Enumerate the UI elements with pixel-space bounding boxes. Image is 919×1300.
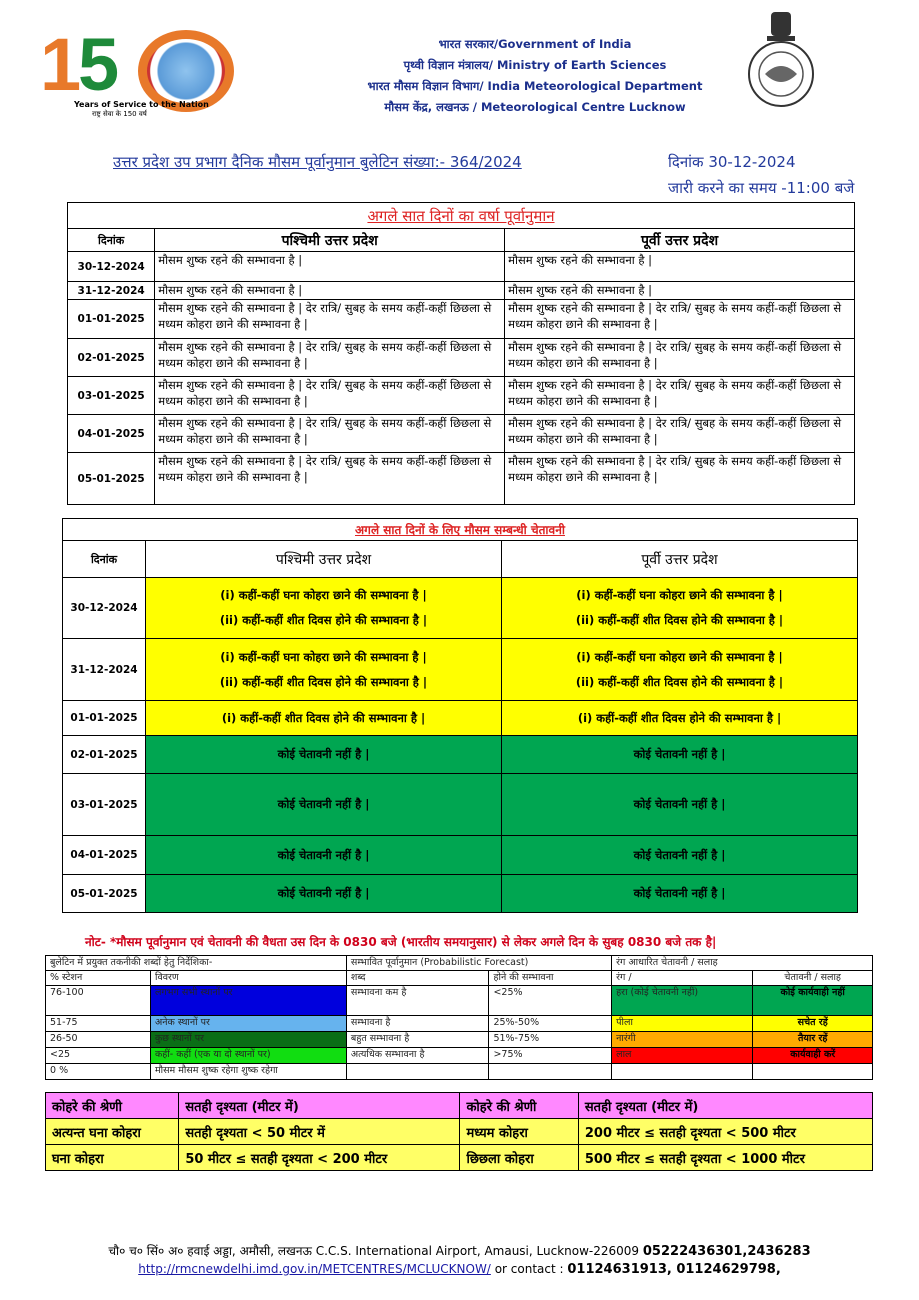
east-up-forecast: मौसम शुष्क रहने की सम्भावना है | देर रात्रि/ सुबह के समय कहीं-कहीं छिछला से मध्यम कोहरा छाने की सम्भावना है |	[505, 453, 855, 505]
row-date: 03-01-2025	[68, 377, 155, 415]
warning-color-name: हरा (कोई चेतावनी नहीं)	[612, 986, 753, 1016]
table-row	[63, 639, 858, 701]
probability-word: बहुत सम्भावना है	[346, 1032, 489, 1048]
warning-text: कोई चेतावनी नहीं है |	[277, 797, 370, 811]
row-date: 04-01-2025	[63, 836, 146, 875]
warning-text: (ii) कहीं-कहीं शीत दिवस होने की सम्भावना है |	[575, 674, 784, 689]
glossary-col-header: रंग /	[612, 971, 753, 986]
probability-range: <25%	[489, 986, 612, 1016]
header-ministry: पृथ्वी विज्ञान मंत्रालय/ Ministry of Earth Sciences	[403, 58, 667, 72]
warning-west-up	[146, 578, 502, 639]
validity-note: नोट- *मौसम पूर्वानुमान एवं चेतावनी की वैधता उस दिन के 0830 बजे (भारतीय समयानुसार) से लेकर अगले दिन के सुबह 0830 बजे तक है|	[85, 935, 717, 949]
fog-category-table	[45, 1092, 873, 1171]
warning-west-up	[146, 836, 502, 875]
col-header-west-up: पश्चिमी उत्तर प्रदेश	[146, 541, 502, 578]
fog-category: मध्यम कोहरा	[460, 1119, 578, 1145]
station-percent: 26-50	[46, 1032, 151, 1048]
warning-color-name: पीला	[612, 1016, 753, 1032]
spatial-description: मौसम मौसम शुष्क रहेगा शुष्क रहेगा	[150, 1064, 346, 1080]
glossary-row	[46, 1016, 873, 1032]
bulletin-title: उत्तर प्रदेश उप प्रभाग दैनिक मौसम पूर्वानुमान बुलेटिन संख्या:- 364/2024	[113, 153, 522, 171]
spatial-description: कुछ स्थानों पर	[150, 1032, 346, 1048]
glossary-row	[46, 1048, 873, 1064]
warning-west-up	[146, 701, 502, 736]
col-header-date: दिनांक	[68, 229, 155, 252]
header-centre: मौसम केंद्र, लखनऊ / Meteorological Centre Lucknow	[384, 100, 686, 114]
row-date: 31-12-2024	[63, 639, 146, 701]
row-date: 01-01-2025	[63, 701, 146, 736]
row-date: 05-01-2025	[68, 453, 155, 505]
spatial-description: कहीं- कहीं (एक या दो स्थानों पर)	[150, 1048, 346, 1064]
row-date: 04-01-2025	[68, 415, 155, 453]
table-row	[63, 701, 858, 736]
table-row	[68, 300, 855, 339]
table-row	[68, 282, 855, 300]
warning-text: कोई चेतावनी नहीं है |	[277, 847, 370, 862]
table-row	[68, 339, 855, 377]
fog-category: घना कोहरा	[46, 1145, 179, 1171]
rain-forecast-caption: अगले सात दिनों का वर्षा पूर्वानुमान	[68, 203, 855, 229]
col-header-east-up: पूर्वी उत्तर प्रदेश	[502, 541, 858, 578]
table-row	[63, 875, 858, 913]
warning-text: (ii) कहीं-कहीं शीत दिवस होने की सम्भावना है |	[219, 613, 428, 627]
glossary-col-header: % स्टेशन	[46, 971, 151, 986]
col-header-date: दिनांक	[63, 541, 146, 578]
warning-east-up	[502, 736, 858, 774]
weather-warning-table	[62, 518, 858, 913]
warning-east-up	[502, 875, 858, 913]
east-up-forecast: मौसम शुष्क रहने की सम्भावना है |	[505, 282, 855, 300]
row-date: 30-12-2024	[68, 252, 155, 282]
fog-col-header: कोहरे की श्रेणी	[460, 1093, 578, 1119]
warning-text: कोई चेतावनी नहीं है |	[277, 747, 370, 761]
fog-row	[46, 1145, 873, 1171]
col-header-west-up: पश्चिमी उत्तर प्रदेश	[155, 229, 505, 252]
warning-text: (ii) कहीं-कहीं शीत दिवस होने की सम्भावना है |	[575, 613, 784, 627]
warning-text: (i) कहीं-कहीं घना कोहरा छाने की सम्भावना है |	[576, 588, 783, 602]
station-percent: 51-75	[46, 1016, 151, 1032]
station-percent: 76-100	[46, 986, 151, 1016]
probability-word	[346, 1064, 489, 1080]
glossary-col-header: चेतावनी / सलाह	[753, 971, 873, 986]
fog-header-row	[46, 1093, 873, 1119]
rain-forecast-table	[67, 202, 855, 505]
footer-contact-phones: 01124631913, 01124629798,	[567, 1262, 781, 1277]
glossary-row	[46, 986, 873, 1016]
glossary-row	[46, 1064, 873, 1080]
warning-color-name: नारंगी	[612, 1032, 753, 1048]
glossary-col-header: विवरण	[150, 971, 346, 986]
footer-phones: 05222436301,2436283	[642, 1244, 811, 1259]
warning-text: कोई चेतावनी नहीं है |	[633, 797, 726, 811]
fog-category: अत्यन्त घना कोहरा	[46, 1119, 179, 1145]
fog-visibility: 500 मीटर ≤ सतही दृश्यता < 1000 मीटर	[578, 1145, 872, 1171]
warning-color-name	[612, 1064, 753, 1080]
warning-text: (i) कहीं-कहीं घना कोहरा छाने की सम्भावना है |	[220, 649, 427, 664]
warning-west-up	[146, 736, 502, 774]
glossary-row	[46, 1032, 873, 1048]
imd-150-years-logo: 1 5 Years of Service to the Nation राष्ट्र सेवा के 150 वर्ष	[40, 28, 230, 118]
table-row	[63, 578, 858, 639]
warning-east-up	[502, 701, 858, 736]
probability-range: 51%-75%	[489, 1032, 612, 1048]
row-date: 02-01-2025	[68, 339, 155, 377]
row-date: 05-01-2025	[63, 875, 146, 913]
footer-website-link[interactable]: http://rmcnewdelhi.imd.gov.in/METCENTRES/MCLUCKNOW/	[138, 1262, 491, 1276]
warning-text: (i) कहीं-कहीं शीत दिवस होने की सम्भावना है |	[221, 710, 426, 725]
footer-address: चौ० च० सिं० अ० हवाई अड्डा, अमौसी, लखनऊ C.C.S. International Airport, Amausi, Lucknow-226009	[108, 1244, 640, 1258]
warning-color-name: लाल	[612, 1048, 753, 1064]
logo-tagline: Years of Service to the Nation	[74, 100, 209, 109]
west-up-forecast: मौसम शुष्क रहने की सम्भावना है | देर रात्रि/ सुबह के समय कहीं-कहीं छिछला से मध्यम कोहरा छाने की सम्भावना है |	[155, 453, 505, 505]
imd-emblem-icon	[745, 10, 817, 110]
probability-word: सम्भावना है	[346, 1016, 489, 1032]
west-up-forecast: मौसम शुष्क रहने की सम्भावना है | देर रात्रि/ सुबह के समय कहीं-कहीं छिछला से मध्यम कोहरा छाने की सम्भावना है |	[155, 300, 505, 339]
warning-text: कोई चेतावनी नहीं है |	[633, 747, 726, 761]
east-up-forecast: मौसम शुष्क रहने की सम्भावना है | देर रात्रि/ सुबह के समय कहीं-कहीं छिछला से मध्यम कोहरा छाने की सम्भावना है |	[505, 415, 855, 453]
glossary-col-header: होने की सम्भावना	[489, 971, 612, 986]
row-date: 30-12-2024	[63, 578, 146, 639]
fog-col-header: कोहरे की श्रेणी	[46, 1093, 179, 1119]
warning-text: (i) कहीं-कहीं घना कोहरा छाने की सम्भावना है |	[220, 588, 427, 602]
footer-contact-line	[0, 1262, 919, 1277]
fog-col-header: सतही दृश्यता (मीटर में)	[578, 1093, 872, 1119]
table-row	[63, 774, 858, 836]
west-up-forecast: मौसम शुष्क रहने की सम्भावना है | देर रात्रि/ सुबह के समय कहीं-कहीं छिछला से मध्यम कोहरा छाने की सम्भावना है |	[155, 339, 505, 377]
warning-text: कोई चेतावनी नहीं है |	[277, 886, 370, 900]
west-up-forecast: मौसम शुष्क रहने की सम्भावना है | देर रात्रि/ सुबह के समय कहीं-कहीं छिछला से मध्यम कोहरा छाने की सम्भावना है |	[155, 415, 505, 453]
probability-range	[489, 1064, 612, 1080]
warning-text: कोई चेतावनी नहीं है |	[633, 847, 726, 862]
table-row	[68, 453, 855, 505]
probability-range: >75%	[489, 1048, 612, 1064]
station-percent: 0 %	[46, 1064, 151, 1080]
row-date: 02-01-2025	[63, 736, 146, 774]
warning-east-up	[502, 639, 858, 701]
row-date: 01-01-2025	[68, 300, 155, 339]
probability-word: अत्यधिक सम्भावना है	[346, 1048, 489, 1064]
warning-east-up	[502, 836, 858, 875]
warning-advice	[753, 1064, 873, 1080]
station-percent: <25	[46, 1048, 151, 1064]
east-up-forecast: मौसम शुष्क रहने की सम्भावना है | देर रात्रि/ सुबह के समय कहीं-कहीं छिछला से मध्यम कोहरा छाने की सम्भावना है |	[505, 339, 855, 377]
west-up-forecast: मौसम शुष्क रहने की सम्भावना है | देर रात्रि/ सुबह के समय कहीं-कहीं छिछला से मध्यम कोहरा छाने की सम्भावना है |	[155, 377, 505, 415]
warning-advice: कार्यवाही करें	[753, 1048, 873, 1064]
header-department: भारत मौसम विज्ञान विभाग/ India Meteorological Department	[367, 79, 703, 93]
fog-category: छिछला कोहरा	[460, 1145, 578, 1171]
east-up-forecast: मौसम शुष्क रहने की सम्भावना है |	[505, 252, 855, 282]
warning-advice: तैयार रहें	[753, 1032, 873, 1048]
warning-text: (i) कहीं-कहीं शीत दिवस होने की सम्भावना है |	[577, 710, 782, 725]
warning-east-up	[502, 774, 858, 836]
glossary-table	[45, 955, 873, 1080]
warning-text: कोई चेतावनी नहीं है |	[633, 886, 726, 900]
fog-visibility: 200 मीटर ≤ सतही दृश्यता < 500 मीटर	[578, 1119, 872, 1145]
table-row	[63, 836, 858, 875]
warning-caption: अगले सात दिनों के लिए मौसम सम्बन्धी चेतावनी	[63, 519, 858, 541]
fog-visibility: सतही दृश्यता < 50 मीटर में	[179, 1119, 460, 1145]
warning-west-up	[146, 875, 502, 913]
warning-east-up	[502, 578, 858, 639]
warning-advice: कोई कार्यवाही नहीं	[753, 986, 873, 1016]
row-date: 03-01-2025	[63, 774, 146, 836]
west-up-forecast: मौसम शुष्क रहने की सम्भावना है |	[155, 282, 505, 300]
header-govt: भारत सरकार/Government of India	[438, 37, 632, 51]
issue-time: जारी करने का समय -11:00 बजे	[668, 179, 855, 197]
probabilistic-title: सम्भावित पूर्वानुमान (Probabilistic Forecast)	[346, 956, 611, 971]
color-warning-title: रंग आधारित चेतावनी / सलाह	[612, 956, 873, 971]
bulletin-date: दिनांक 30-12-2024	[668, 153, 796, 171]
spatial-description: अनेक स्थानों पर	[150, 1016, 346, 1032]
table-row	[68, 252, 855, 282]
row-date: 31-12-2024	[68, 282, 155, 300]
warning-advice: सचेत रहें	[753, 1016, 873, 1032]
glossary-title: बुलेटिन में प्रयुक्त तकनीकी शब्दों हेतु निर्देशिका-	[46, 956, 347, 971]
warning-text: (i) कहीं-कहीं घना कोहरा छाने की सम्भावना है |	[576, 649, 783, 664]
probability-word: सम्भावना कम है	[346, 986, 489, 1016]
probability-range: 25%-50%	[489, 1016, 612, 1032]
warning-west-up	[146, 774, 502, 836]
east-up-forecast: मौसम शुष्क रहने की सम्भावना है | देर रात्रि/ सुबह के समय कहीं-कहीं छिछला से मध्यम कोहरा छाने की सम्भावना है |	[505, 377, 855, 415]
warning-text: (ii) कहीं-कहीं शीत दिवस होने की सम्भावना है |	[219, 674, 428, 689]
table-row	[63, 736, 858, 774]
spatial-description: लगभग सभी स्थानों पर	[150, 986, 346, 1016]
east-up-forecast: मौसम शुष्क रहने की सम्भावना है | देर रात्रि/ सुबह के समय कहीं-कहीं छिछला से मध्यम कोहरा छाने की सम्भावना है |	[505, 300, 855, 339]
warning-west-up	[146, 639, 502, 701]
logo-tagline-hindi: राष्ट्र सेवा के 150 वर्ष	[92, 110, 147, 118]
glossary-col-header: शब्द	[346, 971, 489, 986]
west-up-forecast: मौसम शुष्क रहने की सम्भावना है |	[155, 252, 505, 282]
table-row	[68, 415, 855, 453]
footer-address-line	[0, 1242, 919, 1259]
fog-col-header: सतही दृश्यता (मीटर में)	[179, 1093, 460, 1119]
table-row	[68, 377, 855, 415]
fog-row	[46, 1119, 873, 1145]
col-header-east-up: पूर्वी उत्तर प्रदेश	[505, 229, 855, 252]
fog-visibility: 50 मीटर ≤ सतही दृश्यता < 200 मीटर	[179, 1145, 460, 1171]
footer-contact-label: or contact :	[494, 1262, 564, 1276]
